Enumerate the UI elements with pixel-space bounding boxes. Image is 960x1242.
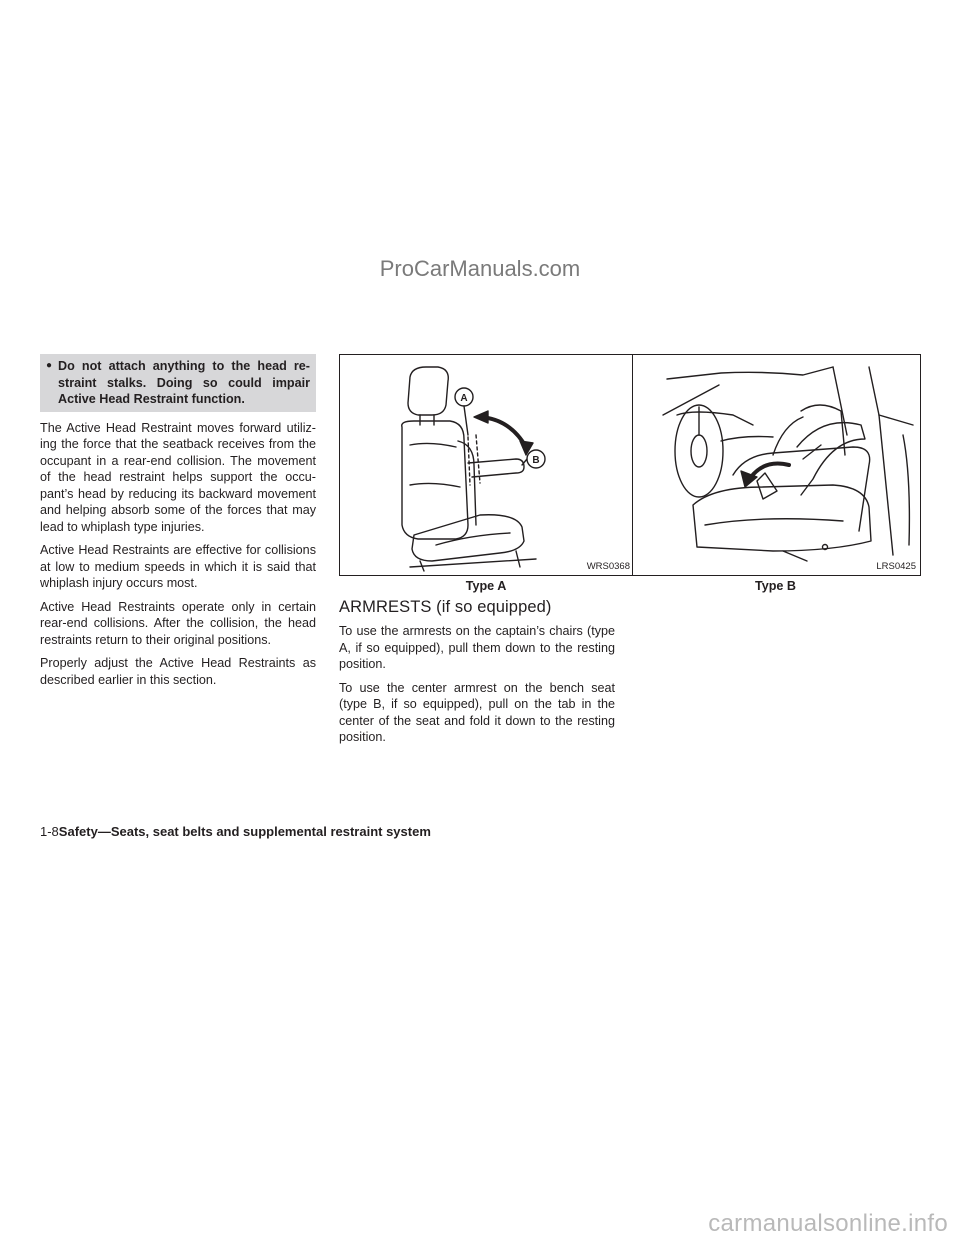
figure-caption-a: Type A [465, 579, 507, 593]
page-number: 1-8 [40, 824, 59, 839]
paragraph: To use the center armrest on the bench seat (type B, if so equipped), pull on the tab in the center of the seat and fold it down to the resting position. [339, 680, 615, 744]
paragraph: The Active Head Restraint moves forward utiliz-ing the force that the seatback receives from the occupant in a rear-end collision. The movement of the head restraint helps support the occu-pant’s head by reducing its backward movement and helping absorb some of the forces that may lead to whiplash type injuries. [40, 420, 316, 534]
armrests-section [339, 598, 615, 753]
paragraph: Properly adjust the Active Head Restraints as described earlier in this section. [40, 656, 316, 687]
warning-box [40, 354, 316, 412]
figure-caption-b: Type B [754, 579, 797, 593]
seat-armrest-illustration [340, 355, 634, 575]
paragraph: Active Head Restraints operate only in certain rear-end collisions. After the collision, the head restraints return to their original positions. [40, 599, 316, 647]
bullet-icon: ● [46, 360, 53, 371]
paragraph: To use the armrests on the captain’s chairs (type A, if so equipped), pull them down to the resting position. [339, 624, 615, 671]
callout-a: A [460, 393, 468, 404]
warning-text: Do not attach anything to the head re-straint stalks. Doing so could impair Active Head Restraint function. [58, 359, 310, 406]
bench-armrest-illustration [633, 355, 920, 575]
watermark-bottom: carmanualsonline.info [708, 1210, 948, 1237]
paragraph: Active Head Restraints are effective for collisions at low to medium speeds in which it is said that whiplash injury occurs most. [40, 543, 316, 590]
figure-code: WRS0368 [586, 561, 630, 572]
footer-title: Safety—Seats, seat belts and supplemental restraint system [58, 824, 431, 839]
page-footer [40, 824, 431, 839]
section-heading: ARMRESTS (if so equipped) [339, 598, 552, 616]
left-column [40, 354, 316, 695]
watermark-top: ProCarManuals.com [379, 256, 581, 281]
callout-b: B [532, 455, 540, 466]
figure-type-a [339, 354, 635, 576]
figure-type-b [632, 354, 921, 576]
figure-code: LRS0425 [876, 561, 916, 572]
